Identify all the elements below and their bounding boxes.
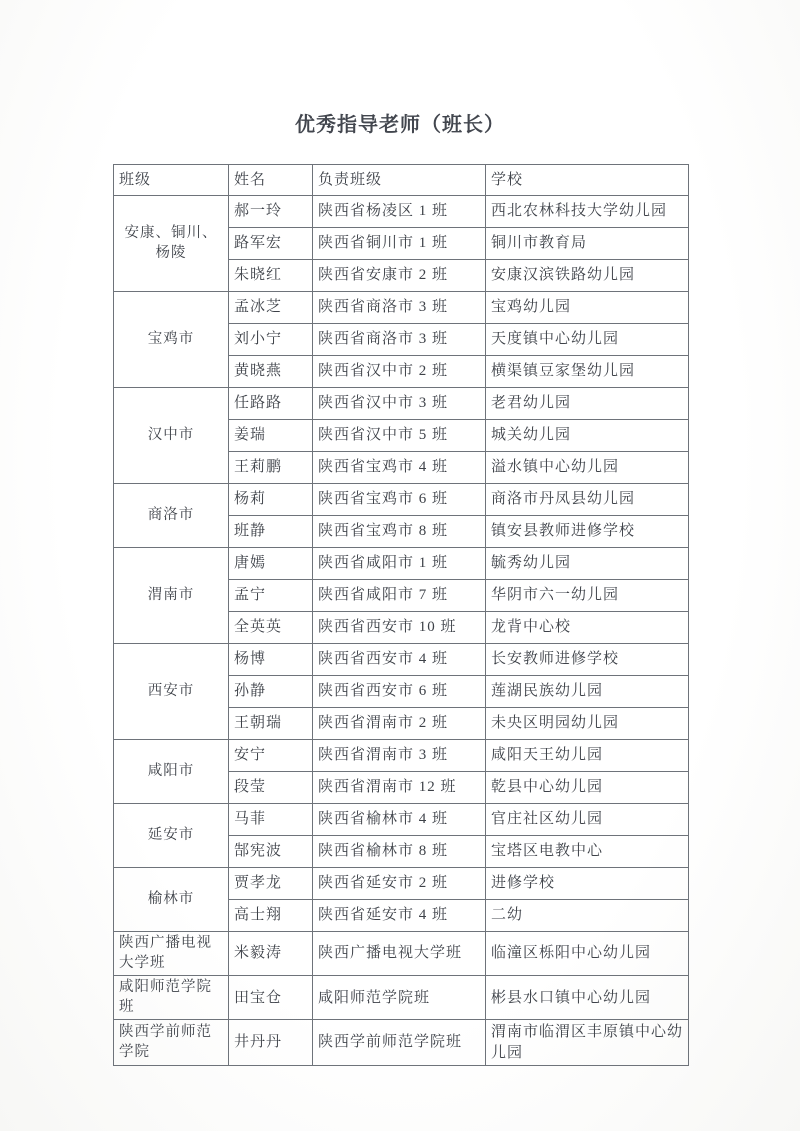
school-cell: 二幼 [486, 900, 689, 932]
group-cell: 咸阳师范学院班 [114, 976, 229, 1020]
table-row [114, 484, 689, 516]
group-cell: 汉中市 [114, 388, 229, 484]
table-row [114, 932, 689, 976]
group-cell: 榆林市 [114, 868, 229, 932]
group-cell: 咸阳市 [114, 740, 229, 804]
class-cell: 陕西省榆林市 4 班 [313, 804, 486, 836]
name-cell: 唐嫣 [229, 548, 313, 580]
school-cell: 咸阳天王幼儿园 [486, 740, 689, 772]
col-header-class-group: 班级 [114, 165, 229, 196]
class-cell: 陕西省榆林市 8 班 [313, 836, 486, 868]
class-cell: 陕西省宝鸡市 8 班 [313, 516, 486, 548]
class-cell: 陕西省商洛市 3 班 [313, 292, 486, 324]
class-cell: 陕西省宝鸡市 6 班 [313, 484, 486, 516]
name-cell: 杨博 [229, 644, 313, 676]
group-cell: 商洛市 [114, 484, 229, 548]
school-cell: 天度镇中心幼儿园 [486, 324, 689, 356]
class-cell: 陕西学前师范学院班 [313, 1020, 486, 1066]
school-cell: 毓秀幼儿园 [486, 548, 689, 580]
school-cell: 溢水镇中心幼儿园 [486, 452, 689, 484]
school-cell: 宝鸡幼儿园 [486, 292, 689, 324]
name-cell: 全英英 [229, 612, 313, 644]
school-cell: 渭南市临渭区丰原镇中心幼儿园 [486, 1020, 689, 1066]
school-cell: 长安教师进修学校 [486, 644, 689, 676]
name-cell: 孙静 [229, 676, 313, 708]
name-cell: 王朝瑞 [229, 708, 313, 740]
name-cell: 任路路 [229, 388, 313, 420]
school-cell: 老君幼儿园 [486, 388, 689, 420]
name-cell: 杨莉 [229, 484, 313, 516]
class-cell: 陕西省延安市 4 班 [313, 900, 486, 932]
name-cell: 孟宁 [229, 580, 313, 612]
school-cell: 横渠镇豆家堡幼儿园 [486, 356, 689, 388]
table-body [114, 196, 689, 1066]
school-cell: 龙背中心校 [486, 612, 689, 644]
name-cell: 路军宏 [229, 228, 313, 260]
class-cell: 陕西省安康市 2 班 [313, 260, 486, 292]
class-cell: 陕西省渭南市 3 班 [313, 740, 486, 772]
name-cell: 班静 [229, 516, 313, 548]
group-cell: 渭南市 [114, 548, 229, 644]
class-cell: 陕西省延安市 2 班 [313, 868, 486, 900]
name-cell: 郝一玲 [229, 196, 313, 228]
school-cell: 宝塔区电教中心 [486, 836, 689, 868]
class-cell: 陕西省汉中市 2 班 [313, 356, 486, 388]
class-cell: 陕西省咸阳市 1 班 [313, 548, 486, 580]
class-cell: 陕西省杨凌区 1 班 [313, 196, 486, 228]
name-cell: 段莹 [229, 772, 313, 804]
name-cell: 黄晓燕 [229, 356, 313, 388]
class-cell: 陕西省铜川市 1 班 [313, 228, 486, 260]
col-header-responsible-class: 负责班级 [313, 165, 486, 196]
school-cell: 安康汉滨铁路幼儿园 [486, 260, 689, 292]
table-row [114, 868, 689, 900]
group-cell: 宝鸡市 [114, 292, 229, 388]
school-cell: 铜川市教育局 [486, 228, 689, 260]
school-cell: 华阴市六一幼儿园 [486, 580, 689, 612]
table-row [114, 644, 689, 676]
school-cell: 进修学校 [486, 868, 689, 900]
table-header [114, 165, 689, 196]
group-cell: 陕西广播电视大学班 [114, 932, 229, 976]
name-cell: 贾孝龙 [229, 868, 313, 900]
table-row [114, 740, 689, 772]
table-row [114, 804, 689, 836]
class-cell: 陕西广播电视大学班 [313, 932, 486, 976]
name-cell: 朱晓红 [229, 260, 313, 292]
group-cell: 陕西学前师范学院 [114, 1020, 229, 1066]
name-cell: 姜瑞 [229, 420, 313, 452]
table-row [114, 196, 689, 228]
class-cell: 陕西省咸阳市 7 班 [313, 580, 486, 612]
col-header-school: 学校 [486, 165, 689, 196]
name-cell: 田宝仓 [229, 976, 313, 1020]
name-cell: 郜宪波 [229, 836, 313, 868]
school-cell: 西北农林科技大学幼儿园 [486, 196, 689, 228]
table-row [114, 1020, 689, 1066]
table-row [114, 548, 689, 580]
group-cell: 安康、铜川、杨陵 [114, 196, 229, 292]
table-row [114, 292, 689, 324]
class-cell: 陕西省西安市 6 班 [313, 676, 486, 708]
name-cell: 王莉鹏 [229, 452, 313, 484]
school-cell: 未央区明园幼儿园 [486, 708, 689, 740]
teachers-table [113, 164, 689, 1066]
class-cell: 陕西省汉中市 5 班 [313, 420, 486, 452]
school-cell: 临潼区栎阳中心幼儿园 [486, 932, 689, 976]
class-cell: 陕西省西安市 10 班 [313, 612, 486, 644]
col-header-name: 姓名 [229, 165, 313, 196]
school-cell: 莲湖民族幼儿园 [486, 676, 689, 708]
class-cell: 陕西省西安市 4 班 [313, 644, 486, 676]
school-cell: 城关幼儿园 [486, 420, 689, 452]
school-cell: 镇安县教师进修学校 [486, 516, 689, 548]
table-row [114, 976, 689, 1020]
name-cell: 井丹丹 [229, 1020, 313, 1066]
class-cell: 陕西省渭南市 2 班 [313, 708, 486, 740]
school-cell: 彬县水口镇中心幼儿园 [486, 976, 689, 1020]
school-cell: 官庄社区幼儿园 [486, 804, 689, 836]
class-cell: 陕西省商洛市 3 班 [313, 324, 486, 356]
school-cell: 商洛市丹凤县幼儿园 [486, 484, 689, 516]
name-cell: 安宁 [229, 740, 313, 772]
class-cell: 咸阳师范学院班 [313, 976, 486, 1020]
name-cell: 高士翔 [229, 900, 313, 932]
table-header-row [114, 165, 689, 196]
group-cell: 延安市 [114, 804, 229, 868]
class-cell: 陕西省汉中市 3 班 [313, 388, 486, 420]
name-cell: 米毅涛 [229, 932, 313, 976]
class-cell: 陕西省宝鸡市 4 班 [313, 452, 486, 484]
school-cell: 乾县中心幼儿园 [486, 772, 689, 804]
name-cell: 孟冰芝 [229, 292, 313, 324]
class-cell: 陕西省渭南市 12 班 [313, 772, 486, 804]
name-cell: 刘小宁 [229, 324, 313, 356]
name-cell: 马菲 [229, 804, 313, 836]
table-row [114, 388, 689, 420]
group-cell: 西安市 [114, 644, 229, 740]
page-title: 优秀指导老师（班长） [295, 114, 505, 136]
